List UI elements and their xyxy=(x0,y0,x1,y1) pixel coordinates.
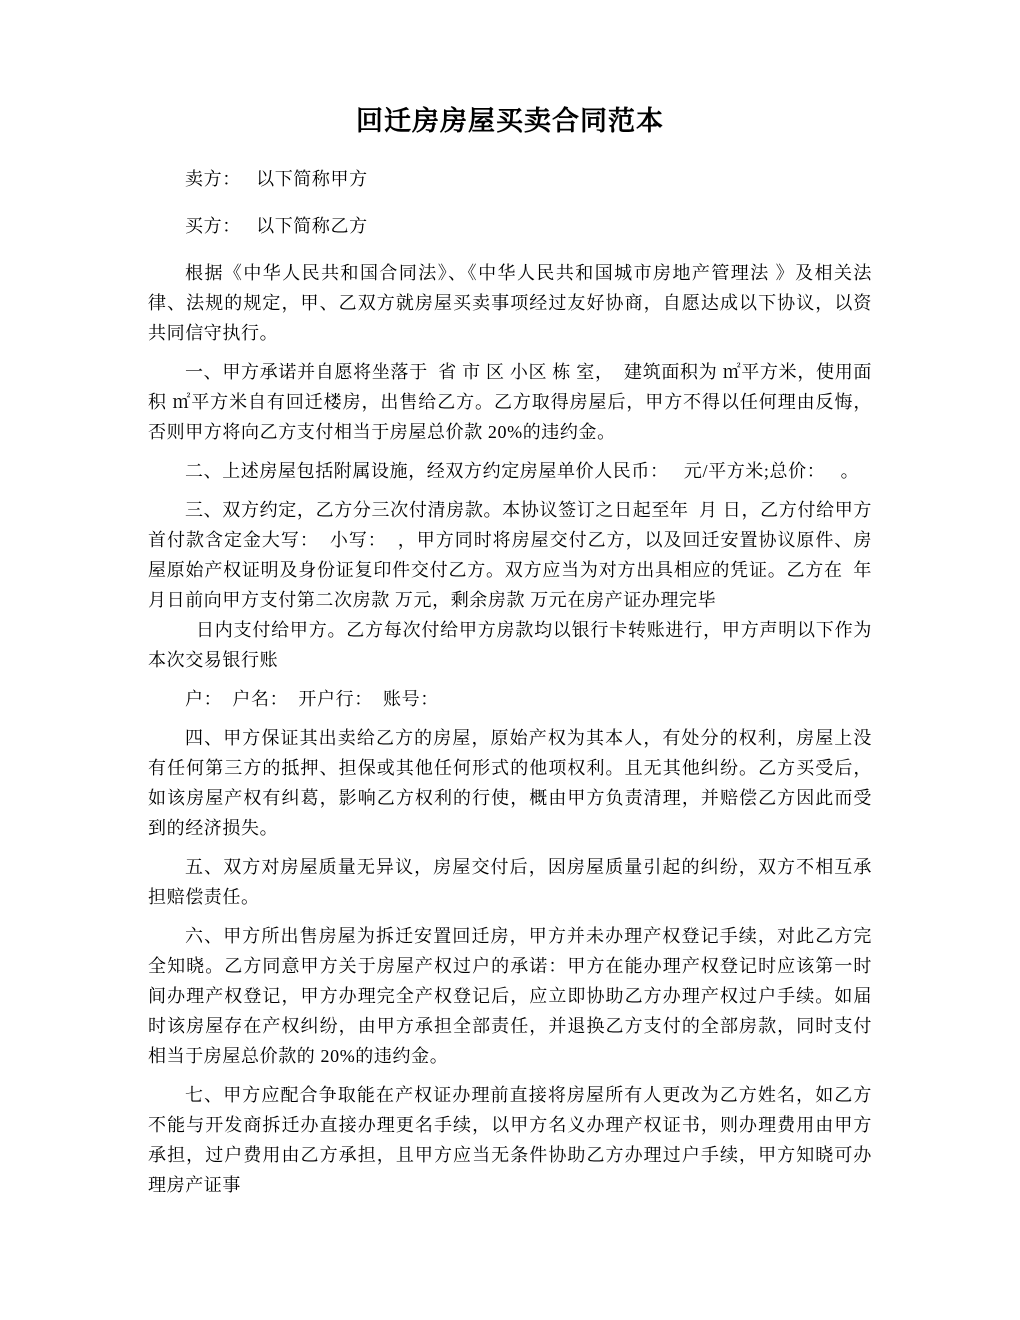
clause-2-paragraph: 二、上述房屋包括附属设施，经双方约定房屋单价人民币： 元/平方米;总价： 。 xyxy=(185,461,860,481)
clause-6-paragraph: 六、甲方所出售房屋为拆迁安置回迁房，甲方并未办理产权登记手续，对此乙方完全知晓。乙方同意甲方关于房屋产权过户的承诺：甲方在能办理产权登记时应该第一时间办理产权登记，甲方办理完全产权登记后，应立即协助乙方办理产权过户手续。如届时该房屋存在产权纠纷，由甲方承担全部责任，并退换乙方支付的全部房款，同时支付相当于房屋总价款的 20%的违约金。 xyxy=(148,926,872,1066)
preamble-paragraph: 根据《中华人民共和国合同法》、《中华人民共和国城市房地产管理法 》及相关法律、法规的规定，甲、乙双方就房屋买卖事项经过友好协商，自愿达成以下协议，以资共同信守执行。 xyxy=(148,263,872,343)
bank-account-line: 户： 户名： 开户行： 账号： xyxy=(185,689,439,709)
clause-1-paragraph: 一、甲方承诺并自愿将坐落于 省 市 区 小区 栋 室， 建筑面积为 ㎡平方米，使用面积 ㎡平方米自有回迁楼房，出售给乙方。乙方取得房屋后，甲方不得以任何理由反悔，否则甲方将向乙方支付相当于房屋总价款 20%的违约金。 xyxy=(148,362,872,442)
clause-3-continuation: 日内支付给甲方。乙方每次付给甲方房款均以银行卡转账进行，甲方声明以下作为本次交易银行账 xyxy=(148,620,872,670)
document-title: 回迁房房屋买卖合同范本 xyxy=(356,106,664,136)
clause-4-paragraph: 四、甲方保证其出卖给乙方的房屋，原始产权为其本人，有处分的权利，房屋上没有任何第三方的抵押、担保或其他任何形式的他项权利。且无其他纠纷。乙方买受后，如该房屋产权有纠葛，影响乙方权利的行使，概由甲方负责清理，并赔偿乙方因此而受到的经济损失。 xyxy=(148,728,872,838)
clause-3-paragraph: 三、双方约定，乙方分三次付清房款。本协议签订之日起至年 月 日，乙方付给甲方首付款含定金大写： 小写： ，甲方同时将房屋交付乙方，以及回迁安置协议原件、房屋原始产权证明及身份证复印件交付乙方。双方应当为对方出具相应的凭证。乙方在 年 月日前向甲方支付第二次房款 万元，剩余房款 万元在房产证办理完毕 xyxy=(148,500,878,610)
buyer-line: 买方： 以下简称乙方 xyxy=(185,216,368,236)
seller-line: 卖方： 以下简称甲方 xyxy=(185,169,368,189)
clause-7-paragraph: 七、甲方应配合争取能在产权证办理前直接将房屋所有人更改为乙方姓名，如乙方不能与开发商拆迁办直接办理更名手续，以甲方名义办理产权证书，则办理费用由甲方承担，过户费用由乙方承担，且甲方应当无条件协助乙方办理过户手续，甲方知晓可办理房产证事 xyxy=(148,1085,872,1195)
clause-5-paragraph: 五、双方对房屋质量无异议，房屋交付后，因房屋质量引起的纠纷，双方不相互承担赔偿责任。 xyxy=(148,857,872,907)
